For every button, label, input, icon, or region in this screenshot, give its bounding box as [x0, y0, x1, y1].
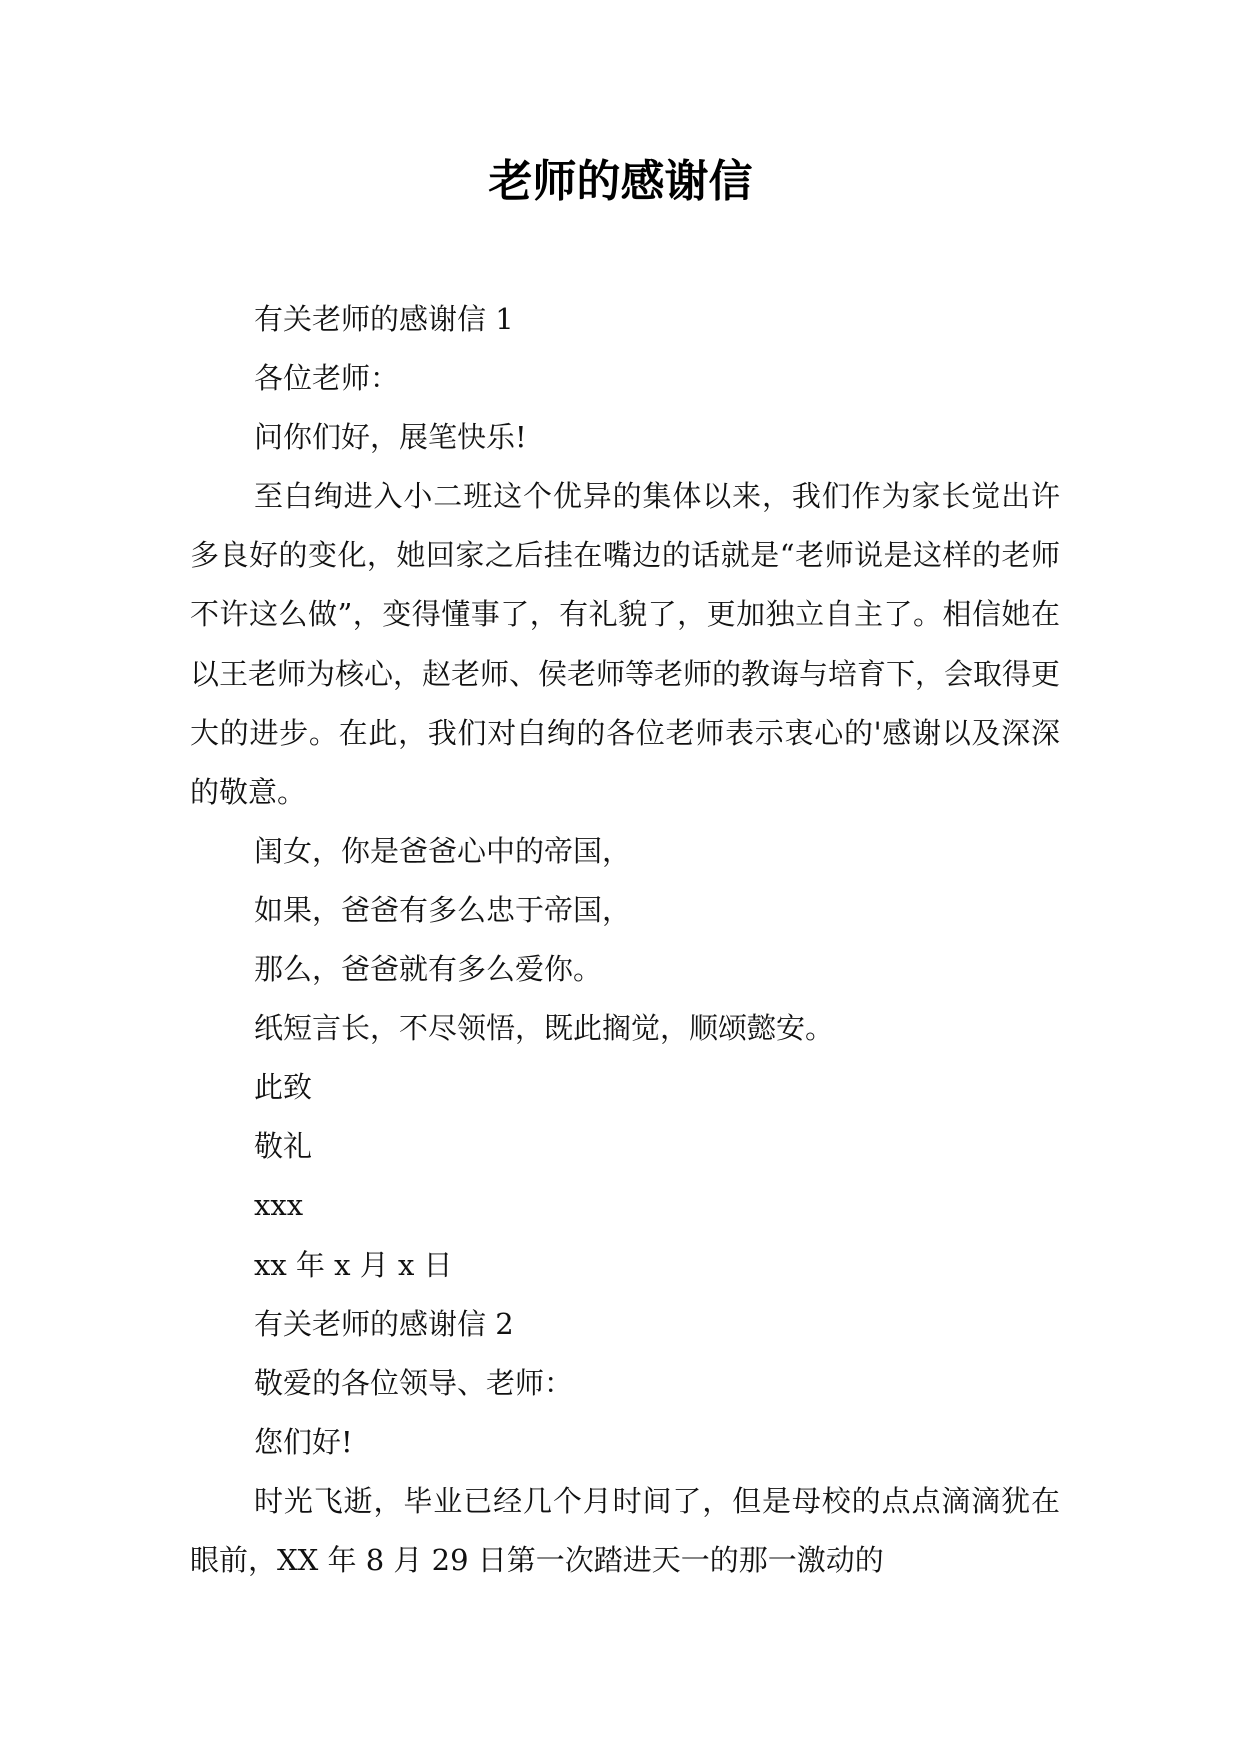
paragraph: 如果，爸爸有多么忠于帝国，: [254, 892, 632, 927]
paragraph: 闺女，你是爸爸心中的帝国，: [254, 833, 632, 868]
paragraph: 那么，爸爸就有多么爱你。: [254, 952, 603, 987]
paragraph: 敬爱的各位领导、老师：: [254, 1365, 574, 1400]
paragraph: xx 年 x 月 x 日: [254, 1247, 453, 1282]
paragraph: 有关老师的感谢信 2: [254, 1306, 514, 1341]
document-title: 老师的感谢信: [488, 156, 753, 207]
paragraph: 至白绚进入小二班这个优异的集体以来，我们作为家长觉出许多良好的变化，她回家之后挂在嘴边的话就是“老师说是这样的老师不许这么做”，变得懂事了，有礼貌了，更加独立自主了。相信她在以王老师为核心，赵老师、侯老师等老师的教诲与培育下，会取得更大的进步。在此，我们对白绚的各位老师表示衷心的'感谢以及深深的敬意。: [190, 479, 1061, 809]
document-body: [190, 290, 1060, 1590]
paragraph: 各位老师：: [254, 361, 400, 396]
paragraph: 有关老师的感谢信 1: [254, 302, 514, 336]
paragraph: 此致: [254, 1070, 313, 1105]
paragraph: 问你们好，展笔快乐!: [254, 420, 527, 455]
paragraph: 敬礼: [254, 1129, 313, 1164]
paragraph: 纸短言长，不尽领悟，既此搁觉，顺颂懿安。: [254, 1011, 835, 1046]
paragraph: 您们好!: [254, 1424, 353, 1459]
paragraph: 时光飞逝，毕业已经几个月时间了，但是母校的点点滴滴犹在眼前，XX 年 8 月 29 日第一次踏进天一的那一激动的: [190, 1483, 1060, 1577]
paragraph: xxx: [254, 1188, 304, 1223]
